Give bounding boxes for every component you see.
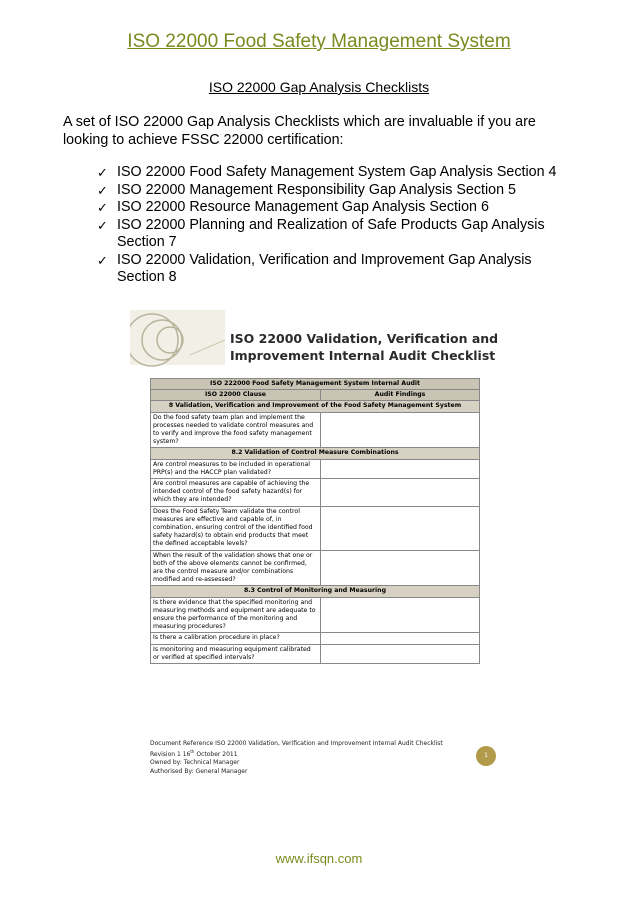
table-title: ISO 222000 Food Safety Management System Internal Audit	[151, 379, 480, 390]
intro-paragraph: A set of ISO 22000 Gap Analysis Checklists which are invaluable if you are looking to achieve FSSC 22000 certification:	[63, 114, 536, 148]
table-row: Is there evidence that the specified monitoring and measuring methods and equipment are adequate to ensure the performance of the monitoring and measuring procedures?	[151, 597, 480, 633]
table-row: Is there a calibration procedure in place?	[151, 633, 480, 644]
section-header: 8.3 Control of Monitoring and Measuring	[151, 586, 480, 597]
section-header: 8 Validation, Verification and Improvement of the Food Safety Management System	[151, 401, 480, 412]
check-mark-icon: ✓	[97, 252, 108, 268]
check-mark-icon: ✓	[97, 165, 108, 180]
column-header-findings: Audit Findings	[321, 390, 480, 401]
list-item: ✓ ISO 22000 Food Safety Management System Gap Analysis Section 4	[97, 164, 557, 180]
page-number-badge: 1	[476, 746, 496, 766]
audit-table	[150, 378, 480, 664]
document-subtitle: ISO 22000 Gap Analysis Checklists	[208, 79, 430, 95]
table-row: Does the Food Safety Team validate the control measures are effective and capable of, in combination, ensuring control of the identified food safety hazard(s) to obtain end products that meet the defined acceptable levels?	[151, 506, 480, 550]
website-link[interactable]: www.ifsqn.com	[275, 851, 363, 866]
audit-checklist-image	[130, 310, 505, 780]
image-title: ISO 22000 Validation, Verification and Improvement Internal Audit Checklist	[230, 331, 499, 363]
document-title: ISO 22000 Food Safety Management System	[127, 31, 511, 52]
section-header: 8.2 Validation of Control Measure Combinations	[151, 448, 480, 459]
list-item: ✓ ISO 22000 Planning and Realization of Safe Products Gap Analysis Section 7	[97, 216, 545, 250]
table-row: Is monitoring and measuring equipment calibrated or verified at specified intervals?	[151, 644, 480, 663]
table-row: Are control measures to be included in operational PRP(s) and the HACCP plan validated?	[151, 459, 480, 478]
image-footer: Document Reference ISO 22000 Validation, Verification and Improvement Internal Audit Checklist Revision 1 16th October 2011 Owned by: Technical Manager Authorised By: General Manager	[150, 740, 443, 775]
column-header-clause: ISO 22000 Clause	[151, 390, 321, 401]
logo-rings-icon	[130, 310, 230, 370]
list-item: ✓ ISO 22000 Management Responsibility Gap Analysis Section 5	[97, 181, 516, 198]
table-row: When the result of the validation shows that one or both of the above elements cannot be confirmed, are the control measure and/or combinations modified and re-assessed?	[151, 550, 480, 586]
table-row: Do the food safety team plan and implement the processes needed to validate control measures and to verify and improve the food safety management system?	[151, 412, 480, 448]
list-item: ✓ ISO 22000 Validation, Verification and Improvement Gap Analysis Section 8	[97, 251, 532, 285]
check-mark-icon: ✓	[97, 217, 108, 233]
check-mark-icon: ✓	[97, 200, 108, 215]
check-mark-icon: ✓	[97, 182, 108, 198]
checklist	[97, 164, 567, 287]
list-item: ✓ ISO 22000 Resource Management Gap Analysis Section 6	[97, 199, 489, 215]
table-row: Are control measures are capable of achieving the intended control of the food safety hazard(s) for which they are intended?	[151, 479, 480, 507]
